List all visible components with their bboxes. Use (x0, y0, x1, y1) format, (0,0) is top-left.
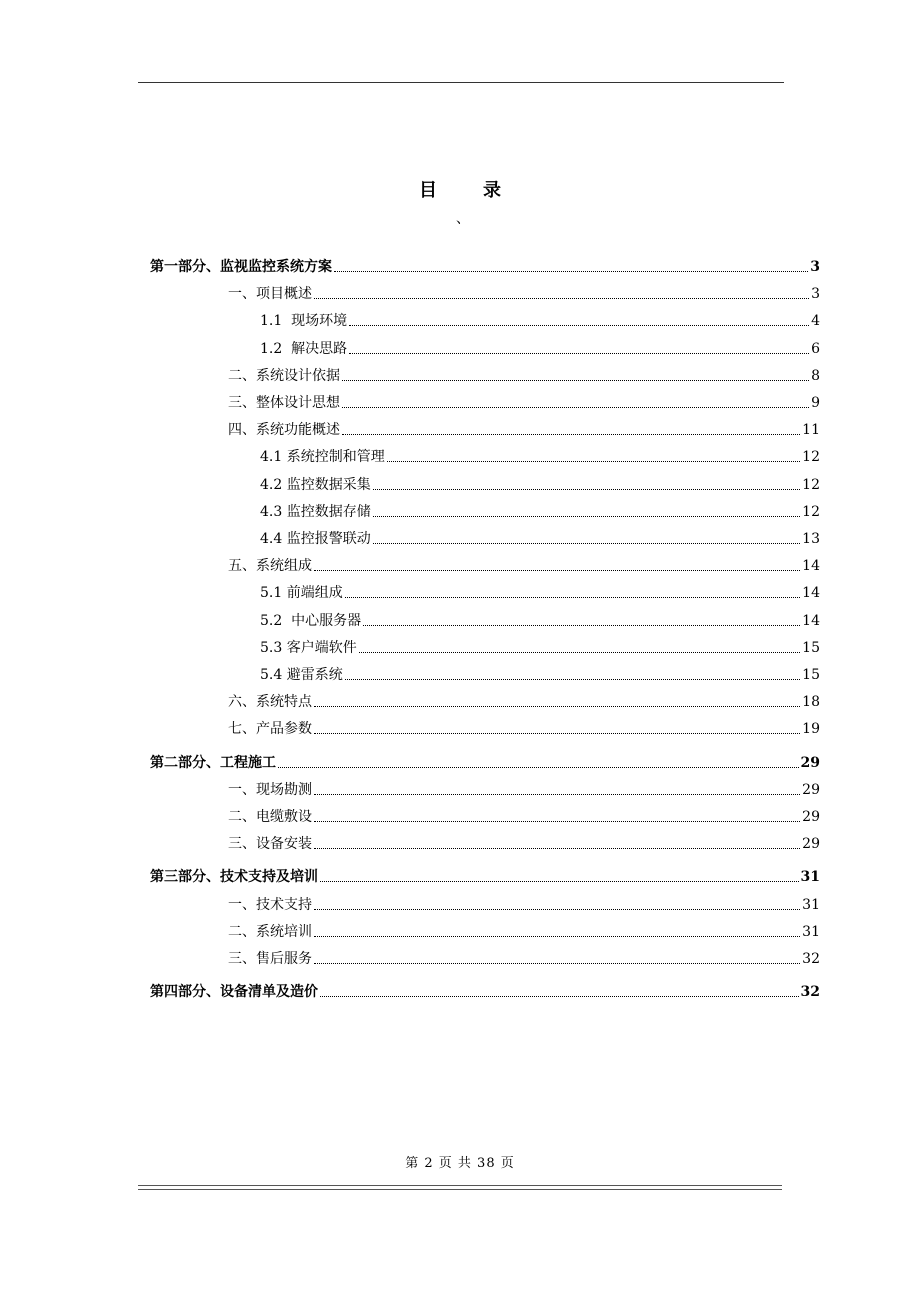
toc-entry-page: 14 (802, 558, 820, 575)
toc-entry-label: 二、系统培训 (228, 923, 312, 940)
toc-entry-label: 一、现场勘测 (228, 781, 312, 798)
toc-entry-label: 一、技术支持 (228, 896, 312, 913)
toc-entry-page: 19 (802, 721, 820, 738)
dot-leader (320, 996, 799, 997)
toc-entry-label: 六、系统特点 (228, 694, 312, 711)
toc-entry[interactable] (150, 551, 820, 575)
title-mark: 、 (456, 211, 470, 227)
page-footer: 第 2 页 共 38 页 (405, 1156, 515, 1171)
toc-entry-label: 1.1 现场环境 (260, 313, 348, 330)
toc-entry-page: 31 (800, 869, 820, 886)
toc-entry-label: 五、系统组成 (228, 558, 312, 575)
toc-entry-page: 3 (810, 259, 820, 275)
toc-entry[interactable] (150, 497, 820, 521)
dot-leader (345, 597, 800, 598)
dot-leader (314, 733, 800, 734)
toc-entry-page: 29 (802, 781, 820, 798)
toc-entry-page: 29 (802, 809, 820, 825)
toc-entry-page: 31 (802, 923, 820, 940)
toc-entry[interactable] (150, 917, 820, 941)
dot-leader (342, 407, 809, 408)
toc-entry-label: 4.1 系统控制和管理 (260, 449, 385, 466)
toc-entry-label: 四、系统功能概述 (228, 422, 340, 439)
dot-leader (342, 380, 809, 381)
dot-leader (314, 298, 809, 299)
toc-entry[interactable] (150, 334, 820, 358)
dot-leader (373, 543, 800, 544)
toc-entry[interactable] (150, 944, 820, 968)
toc-entry[interactable] (150, 252, 820, 276)
toc-entry[interactable] (150, 361, 820, 385)
toc-entry-page: 15 (802, 667, 820, 683)
toc-entry[interactable] (150, 388, 820, 412)
dot-leader (320, 881, 799, 882)
toc-entry-page: 9 (811, 395, 820, 411)
toc-entry-page: 8 (811, 367, 820, 384)
toc-entry-page: 12 (802, 449, 820, 466)
toc-entry-label: 5.1 前端组成 (260, 585, 343, 602)
toc-entry-label: 二、电缆敷设 (228, 809, 312, 825)
toc-entry[interactable] (150, 606, 820, 630)
toc-entry[interactable] (150, 748, 820, 772)
toc-title-left: 目 (419, 180, 437, 201)
dot-leader (373, 516, 800, 517)
dot-leader (387, 461, 800, 462)
dot-leader (345, 679, 800, 680)
toc-entry-label: 七、产品参数 (228, 721, 312, 738)
toc-entry-label: 4.4 监控报警联动 (260, 531, 371, 547)
dot-leader (314, 706, 800, 707)
toc-title-right: 录 (483, 180, 501, 201)
toc-entry-page: 3 (811, 286, 820, 303)
toc-entry[interactable] (150, 470, 820, 494)
toc-entry-page: 15 (802, 639, 820, 656)
toc-entry[interactable] (150, 306, 820, 330)
toc-entry[interactable] (150, 775, 820, 799)
toc-entry-label: 第三部分、技术支持及培训 (150, 869, 318, 886)
toc-entry[interactable] (150, 977, 820, 1001)
toc-entry-label: 4.2 监控数据采集 (260, 476, 371, 493)
toc-entry-page: 29 (802, 836, 820, 853)
toc-entry-label: 1.2 解决思路 (260, 340, 348, 357)
toc-title (0, 176, 920, 202)
toc-entry-page: 29 (800, 754, 820, 771)
dot-leader (278, 767, 799, 768)
toc-entry[interactable] (150, 524, 820, 548)
toc-entry-page: 13 (802, 531, 820, 547)
dot-leader (314, 909, 800, 910)
toc-entry-label: 第一部分、监视监控系统方案 (150, 259, 332, 275)
toc-entry[interactable] (150, 279, 820, 303)
dot-leader (314, 570, 800, 571)
dot-leader (314, 936, 800, 937)
toc-entry[interactable] (150, 660, 820, 684)
dot-leader (342, 434, 800, 435)
toc-entry-label: 三、设备安装 (228, 836, 312, 853)
dot-leader (314, 821, 800, 822)
toc-entry-label: 第二部分、工程施工 (150, 754, 276, 771)
toc-entry-label: 5.2 中心服务器 (260, 612, 362, 629)
toc-entry[interactable] (150, 415, 820, 439)
toc-entry[interactable] (150, 687, 820, 711)
toc-entry-page: 4 (811, 313, 820, 330)
dot-leader (359, 652, 800, 653)
toc-entry-page: 14 (802, 585, 820, 602)
toc-entry-label: 二、系统设计依据 (228, 367, 340, 384)
toc-entry-label: 第四部分、设备清单及造价 (150, 984, 318, 1001)
toc-entry-label: 一、项目概述 (228, 286, 312, 303)
toc-entry[interactable] (150, 862, 820, 886)
toc-entry[interactable] (150, 714, 820, 738)
dot-leader (373, 489, 800, 490)
dot-leader (363, 625, 800, 626)
dot-leader (314, 848, 800, 849)
toc-entry-page: 12 (802, 476, 820, 493)
toc-entry-page: 18 (802, 694, 820, 711)
toc-entry-page: 12 (802, 503, 820, 520)
toc-entry[interactable] (150, 829, 820, 853)
toc-entry[interactable] (150, 578, 820, 602)
toc-entry[interactable] (150, 890, 820, 914)
toc-entry-page: 31 (802, 896, 820, 913)
footer-rule (138, 1185, 782, 1190)
toc-entry-label: 4.3 监控数据存储 (260, 503, 371, 520)
toc-entry-page: 11 (802, 422, 820, 439)
toc-entry-page: 32 (800, 984, 820, 1001)
toc-entry-page: 6 (811, 340, 820, 357)
toc-entry-label: 5.4 避雷系统 (260, 667, 343, 683)
toc-entry-page: 32 (802, 951, 820, 967)
toc-entry-label: 三、整体设计思想 (228, 395, 340, 411)
dot-leader (349, 353, 809, 354)
dot-leader (314, 963, 800, 964)
toc-entry[interactable] (150, 442, 820, 466)
toc-entry-page: 14 (802, 612, 820, 629)
dot-leader (349, 325, 809, 326)
dot-leader (334, 271, 808, 272)
dot-leader (314, 794, 800, 795)
toc-entry-label: 三、售后服务 (228, 951, 312, 967)
toc-entry[interactable] (150, 633, 820, 657)
header-rule (138, 82, 784, 83)
toc-entry-label: 5.3 客户端软件 (260, 639, 357, 656)
toc-entry[interactable] (150, 802, 820, 826)
